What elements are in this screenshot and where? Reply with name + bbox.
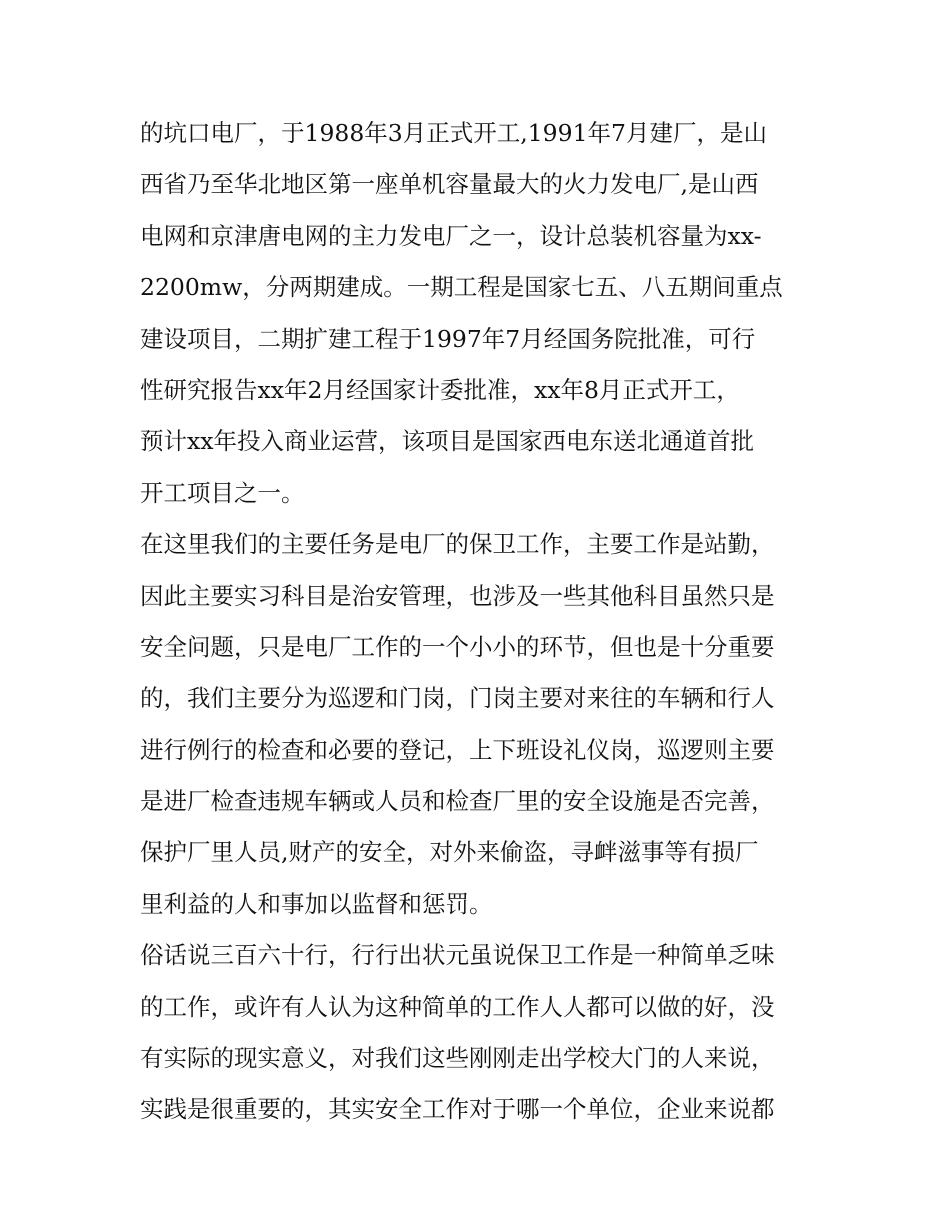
text-line: 里利益的人和事加以监督和惩罚。 bbox=[140, 889, 493, 918]
text-line: 开工项目之一。 bbox=[140, 478, 305, 507]
text-line: 是进厂检查违规车辆或人员和检查厂里的安全设施是否完善， bbox=[140, 787, 775, 816]
text-line: 电网和京津唐电网的主力发电厂之一，设计总装机容量为xx- bbox=[140, 221, 762, 250]
text-line: 在这里我们的主要任务是电厂的保卫工作，主要工作是站勤， bbox=[140, 530, 775, 559]
text-line: 性研究报告xx年2月经国家计委批准，xx年8月正式开工， bbox=[140, 375, 740, 404]
text-line: 保护厂里人员,财产的安全，对外来偷盗，寻衅滋事等有损厂 bbox=[140, 838, 759, 867]
text-line: 安全问题，只是电厂工作的一个小小的环节，但也是十分重要 bbox=[140, 632, 775, 661]
text-line: 进行例行的检查和必要的登记，上下班设礼仪岗，巡逻则主要 bbox=[140, 735, 775, 764]
text-line: 2200mw，分两期建成。一期工程是国家七五、八五期间重点 bbox=[140, 273, 783, 302]
document-body bbox=[140, 108, 816, 1136]
text-line: 俗话说三百六十行，行行出状元虽说保卫工作是一种简单乏味 bbox=[140, 941, 775, 970]
text-line: 预计xx年投入商业运营，该项目是国家西电东送北通道首批 bbox=[140, 427, 755, 456]
paragraph-plant-history bbox=[140, 108, 816, 519]
text-line: 因此主要实习科目是治安管理，也涉及一些其他科目虽然只是 bbox=[140, 581, 775, 610]
text-line: 建设项目，二期扩建工程于1997年7月经国务院批准，可行 bbox=[140, 324, 756, 353]
text-line: 实践是很重要的，其实安全工作对于哪一个单位，企业来说都 bbox=[140, 1095, 775, 1124]
text-line: 的坑口电厂，于1988年3月正式开工,1991年7月建厂，是山 bbox=[140, 119, 767, 147]
text-line: 西省乃至华北地区第一座单机容量最大的火力发电厂,是山西 bbox=[140, 170, 759, 199]
text-line: 的，我们主要分为巡逻和门岗，门岗主要对来往的车辆和行人 bbox=[140, 684, 775, 713]
text-line: 有实际的现实意义，对我们这些刚刚走出学校大门的人来说， bbox=[140, 1044, 775, 1073]
paragraph-reflection bbox=[140, 930, 816, 1136]
paragraph-security-duties bbox=[140, 519, 816, 930]
text-line: 的工作，或许有人认为这种简单的工作人人都可以做的好，没 bbox=[140, 992, 775, 1021]
